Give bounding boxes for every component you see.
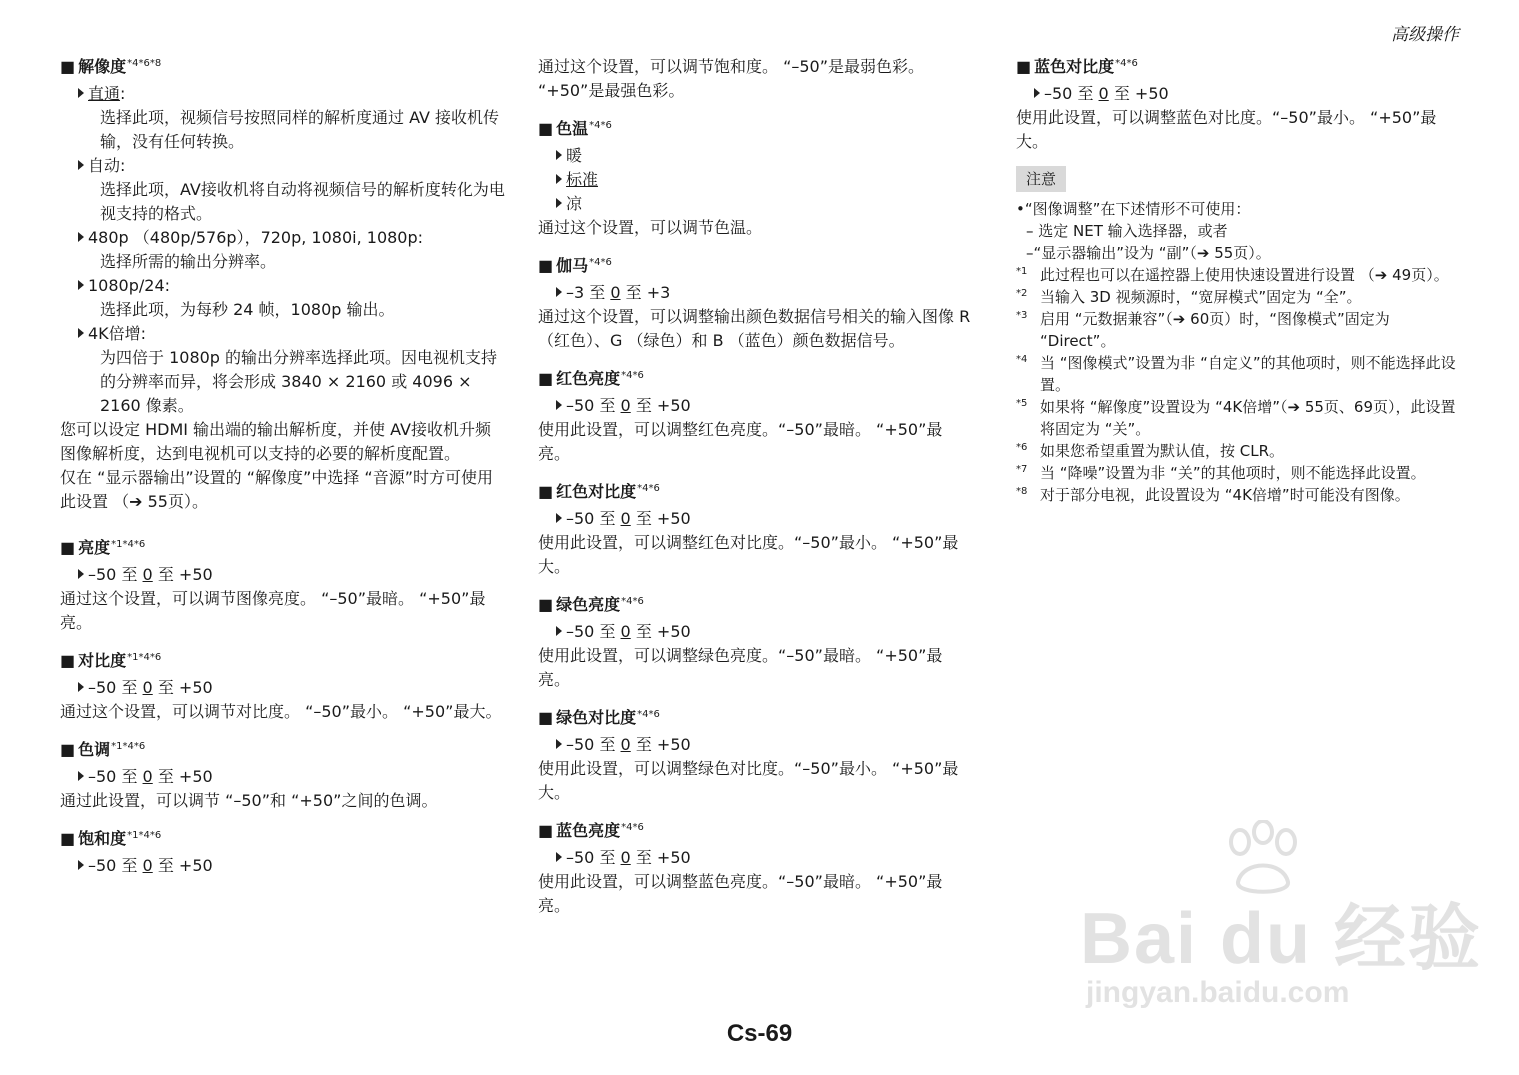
range-end: 至 +50 xyxy=(630,509,691,528)
section-title-resolution xyxy=(60,55,505,82)
footnote-mark: *3 xyxy=(1016,310,1028,321)
footnote-ref: *4*6 xyxy=(637,483,660,494)
column-3 xyxy=(1016,55,1466,506)
footnote-mark: *4 xyxy=(1016,354,1028,365)
footnote-text: 如果将 “解像度”设置设为 “4K倍增”（➔ 55页、69页），此设置将固定为 “关”。 xyxy=(1040,398,1456,438)
footnote-text: 对于部分电视，此设置设为 “4K倍增”时可能没有图像。 xyxy=(1040,486,1410,504)
section-title-contrast xyxy=(60,649,505,676)
range-default: 0 xyxy=(620,848,631,867)
option-label: 自动 xyxy=(88,156,121,175)
triangle-icon xyxy=(556,513,562,523)
footnote-text: 此过程也可以在遥控器上使用快速设置进行设置 （➔ 49页）。 xyxy=(1040,266,1449,284)
footnote-ref: *4*6 xyxy=(621,370,644,381)
option-desc: 选择此项，视频信号按照同样的解析度通过 AV 接收机传输，没有任何转换。 xyxy=(100,108,500,151)
footnote xyxy=(1016,286,1466,308)
colon: : xyxy=(120,156,126,175)
range-start: –50 至 xyxy=(566,396,621,415)
section-title-color-temp xyxy=(538,117,973,144)
note-dash: – 选定 NET 输入选择器，或者 xyxy=(1026,222,1228,240)
section-title-blue-brightness xyxy=(538,819,973,846)
range xyxy=(1034,82,1466,106)
note-bullet: •“图像调整”在下述情形不可使用： xyxy=(1016,200,1251,218)
section-desc: 通过这个设置，可以调节色温。 xyxy=(538,218,763,237)
square-bullet-icon: ■ xyxy=(1016,57,1032,76)
range-end: 至 +50 xyxy=(152,856,213,875)
option-desc: 选择此项，为每秒 24 帧，1080p 输出。 xyxy=(100,300,395,319)
section-title-hue xyxy=(60,738,505,765)
range-end: 至 +50 xyxy=(630,622,691,641)
section-desc: 通过这个设置，可以调节饱和度。 “–50”是最弱色彩。 “+50”是最强色彩。 xyxy=(538,57,925,100)
option-480p xyxy=(78,226,505,250)
range-start: –50 至 xyxy=(566,735,621,754)
range-end: 至 +50 xyxy=(630,735,691,754)
footnote-ref: *4*6*8 xyxy=(127,58,162,69)
section-desc: 通过此设置，可以调节 “–50”和 “+50”之间的色调。 xyxy=(60,791,438,810)
triangle-icon xyxy=(78,682,84,692)
option-label: 480p （480p/576p），720p, 1080i, 1080p: xyxy=(88,228,424,247)
section-title-text: 红色亮度 xyxy=(556,369,621,388)
range-start: –50 至 xyxy=(88,767,143,786)
section-desc: 使用此设置，可以调整蓝色对比度。“–50”最小。 “+50”最大。 xyxy=(1016,108,1437,151)
range-start: –50 至 xyxy=(566,622,621,641)
section-title-brightness xyxy=(60,536,505,563)
section-title-text: 绿色对比度 xyxy=(556,708,637,727)
option-desc: 选择所需的输出分辨率。 xyxy=(100,252,277,271)
option-1080p24 xyxy=(78,274,505,298)
note-badge: 注意 xyxy=(1016,166,1066,192)
range-end: 至 +50 xyxy=(152,767,213,786)
section-title-text: 饱和度 xyxy=(78,829,127,848)
section-title-text: 色温 xyxy=(556,119,589,138)
section-title-text: 红色对比度 xyxy=(556,482,637,501)
range xyxy=(78,854,505,878)
footnote-ref: *1*4*6 xyxy=(127,830,162,841)
column-2 xyxy=(538,55,973,918)
range xyxy=(78,765,505,789)
triangle-icon xyxy=(78,569,84,579)
option-label: 标准 xyxy=(566,170,599,189)
footnote xyxy=(1016,396,1466,440)
triangle-icon xyxy=(78,88,84,98)
triangle-icon xyxy=(556,626,562,636)
section-desc: 通过这个设置，可以调节图像亮度。 “–50”最暗。 “+50”最亮。 xyxy=(60,589,486,632)
option-label: 凉 xyxy=(566,194,583,213)
column-1 xyxy=(60,55,505,878)
square-bullet-icon: ■ xyxy=(538,482,554,501)
option-cool xyxy=(556,192,973,216)
range-end: 至 +50 xyxy=(1108,84,1169,103)
footnote-ref: *4*6 xyxy=(589,120,612,131)
section-title-text: 亮度 xyxy=(78,538,111,557)
section-title-text: 绿色亮度 xyxy=(556,595,621,614)
option-label: 4K倍增: xyxy=(88,324,147,343)
option-4k xyxy=(78,322,505,346)
triangle-icon xyxy=(78,232,84,242)
section-title-blue-contrast xyxy=(1016,55,1466,82)
footnote-mark: *2 xyxy=(1016,288,1028,299)
range xyxy=(556,394,973,418)
section-title-red-contrast xyxy=(538,480,973,507)
footnote xyxy=(1016,484,1466,506)
square-bullet-icon: ■ xyxy=(538,595,554,614)
section-desc: 通过这个设置，可以调整输出颜色数据信号相关的输入图像 R （红色）、G （绿色）和 B （蓝色）颜色数据信号。 xyxy=(538,307,971,350)
option-direct xyxy=(78,82,505,106)
square-bullet-icon: ■ xyxy=(538,119,554,138)
baidu-watermark xyxy=(1080,880,1482,1010)
footnote-ref: *1*4*6 xyxy=(127,652,162,663)
range-start: –50 至 xyxy=(88,565,143,584)
footnote-mark: *1 xyxy=(1016,266,1028,277)
range-start: –50 至 xyxy=(1044,84,1099,103)
footnote xyxy=(1016,352,1466,396)
section-title-text: 解像度 xyxy=(78,57,127,76)
triangle-icon xyxy=(556,739,562,749)
section-desc: 使用此设置，可以调整蓝色亮度。“–50”最暗。 “+50”最亮。 xyxy=(538,872,943,915)
section-title-text: 蓝色对比度 xyxy=(1034,57,1115,76)
section-title-text: 蓝色亮度 xyxy=(556,821,621,840)
range-default: 0 xyxy=(620,622,631,641)
range xyxy=(78,676,505,700)
triangle-icon xyxy=(78,771,84,781)
range xyxy=(78,563,505,587)
option-label: 直通 xyxy=(88,84,121,103)
range-start: –3 至 xyxy=(566,283,611,302)
section-desc: 通过这个设置，可以调节对比度。 “–50”最小。 “+50”最大。 xyxy=(60,702,502,721)
range-default: 0 xyxy=(620,396,631,415)
watermark-sub: jingyan.baidu.com xyxy=(1086,976,1350,1009)
range-end: 至 +50 xyxy=(630,848,691,867)
range-default: 0 xyxy=(1098,84,1109,103)
section-title-text: 色调 xyxy=(78,740,111,759)
watermark-main: Bai du 经验 xyxy=(1080,899,1483,979)
option-label: 1080p/24: xyxy=(88,276,171,295)
footnote-ref: *4*6 xyxy=(621,822,644,833)
footnote-mark: *7 xyxy=(1016,464,1028,475)
square-bullet-icon: ■ xyxy=(60,651,76,670)
section-title-red-brightness xyxy=(538,367,973,394)
range-end: 至 +50 xyxy=(152,678,213,697)
footnote-ref: *4*6 xyxy=(621,596,644,607)
section-title-green-contrast xyxy=(538,706,973,733)
range-start: –50 至 xyxy=(88,856,143,875)
footnote-text: 当 “图像模式”设置为非 “自定义”的其他项时，则不能选择此设置。 xyxy=(1040,354,1456,394)
footnote-mark: *8 xyxy=(1016,486,1028,497)
range xyxy=(556,281,973,305)
square-bullet-icon: ■ xyxy=(538,256,554,275)
square-bullet-icon: ■ xyxy=(60,829,76,848)
triangle-icon xyxy=(78,280,84,290)
section-desc: 使用此设置，可以调整红色对比度。“–50”最小。 “+50”最大。 xyxy=(538,533,959,576)
note-dash: –“显示器输出”设为 “副”（➔ 55页）。 xyxy=(1026,244,1271,262)
header-title: 高级操作 xyxy=(1391,25,1459,45)
section-desc: 使用此设置，可以调整红色亮度。“–50”最暗。 “+50”最亮。 xyxy=(538,420,943,463)
section-title-saturation xyxy=(60,827,505,854)
range-start: –50 至 xyxy=(566,848,621,867)
square-bullet-icon: ■ xyxy=(60,538,76,557)
triangle-icon xyxy=(78,160,84,170)
range xyxy=(556,507,973,531)
triangle-icon xyxy=(556,174,562,184)
footnote-text: 启用 “元数据兼容”（➔ 60页）时，“图像模式”固定为 “Direct”。 xyxy=(1040,310,1390,350)
square-bullet-icon: ■ xyxy=(538,369,554,388)
footnote-ref: *4*6 xyxy=(637,709,660,720)
section-desc: 使用此设置，可以调整绿色对比度。“–50”最小。 “+50”最大。 xyxy=(538,759,959,802)
footnote-ref: *1*4*6 xyxy=(111,741,146,752)
section-title-gamma xyxy=(538,254,973,281)
footnote-ref: *1*4*6 xyxy=(111,539,146,550)
option-warm xyxy=(556,144,973,168)
footnote xyxy=(1016,440,1466,462)
triangle-icon xyxy=(556,150,562,160)
section-title-text: 对比度 xyxy=(78,651,127,670)
range-default: 0 xyxy=(620,509,631,528)
footnote xyxy=(1016,462,1466,484)
paragraph: 仅在 “显示器输出”设置的 “解像度”中选择 “音源”时方可使用此设置 （➔ 55页）。 xyxy=(60,468,493,511)
footnote-text: 当输入 3D 视频源时，“宽屏模式”固定为 “全”。 xyxy=(1040,288,1362,306)
square-bullet-icon: ■ xyxy=(538,708,554,727)
footnote-ref: *4*6 xyxy=(1115,58,1138,69)
range-default: 0 xyxy=(142,856,153,875)
section-title-text: 伽马 xyxy=(556,256,589,275)
square-bullet-icon: ■ xyxy=(538,821,554,840)
option-desc: 选择此项，AV接收机将自动将视频信号的解析度转化为电视支持的格式。 xyxy=(100,180,505,223)
footnote xyxy=(1016,308,1466,352)
range-default: 0 xyxy=(142,565,153,584)
range xyxy=(556,620,973,644)
colon: : xyxy=(120,84,126,103)
range xyxy=(556,846,973,870)
range-start: –50 至 xyxy=(566,509,621,528)
footnote-mark: *5 xyxy=(1016,398,1028,409)
option-label: 暖 xyxy=(566,146,583,165)
triangle-icon xyxy=(556,198,562,208)
range-default: 0 xyxy=(142,767,153,786)
option-standard xyxy=(556,168,973,192)
square-bullet-icon: ■ xyxy=(60,57,76,76)
section-title-green-brightness xyxy=(538,593,973,620)
option-auto xyxy=(78,154,505,178)
footnote-text: 当 “降噪”设置为非 “关”的其他项时，则不能选择此设置。 xyxy=(1040,464,1426,482)
triangle-icon xyxy=(556,287,562,297)
footnote xyxy=(1016,264,1466,286)
range-end: 至 +50 xyxy=(630,396,691,415)
range-start: –50 至 xyxy=(88,678,143,697)
square-bullet-icon: ■ xyxy=(60,740,76,759)
footnote-text: 如果您希望重置为默认值，按 CLR。 xyxy=(1040,442,1285,460)
triangle-icon xyxy=(1034,88,1040,98)
triangle-icon xyxy=(556,400,562,410)
section-desc: 使用此设置，可以调整绿色亮度。“–50”最暗。 “+50”最亮。 xyxy=(538,646,943,689)
range-default: 0 xyxy=(142,678,153,697)
paragraph: 您可以设定 HDMI 输出端的输出解析度，并使 AV接收机升频图像解析度，达到电视机可以支持的必要的解析度配置。 xyxy=(60,420,492,463)
range-default: 0 xyxy=(610,283,621,302)
range-end: 至 +3 xyxy=(620,283,671,302)
page-number: Cs-69 xyxy=(726,1020,793,1047)
triangle-icon xyxy=(78,328,84,338)
triangle-icon xyxy=(556,852,562,862)
range-end: 至 +50 xyxy=(152,565,213,584)
range xyxy=(556,733,973,757)
footnote-ref: *4*6 xyxy=(589,257,612,268)
range-default: 0 xyxy=(620,735,631,754)
triangle-icon xyxy=(78,860,84,870)
option-desc: 为四倍于 1080p 的输出分辨率选择此项。因电视机支持的分辨率而异，将会形成 3840 × 2160 或 4096 × 2160 像素。 xyxy=(100,348,498,415)
footnote-mark: *6 xyxy=(1016,442,1028,453)
